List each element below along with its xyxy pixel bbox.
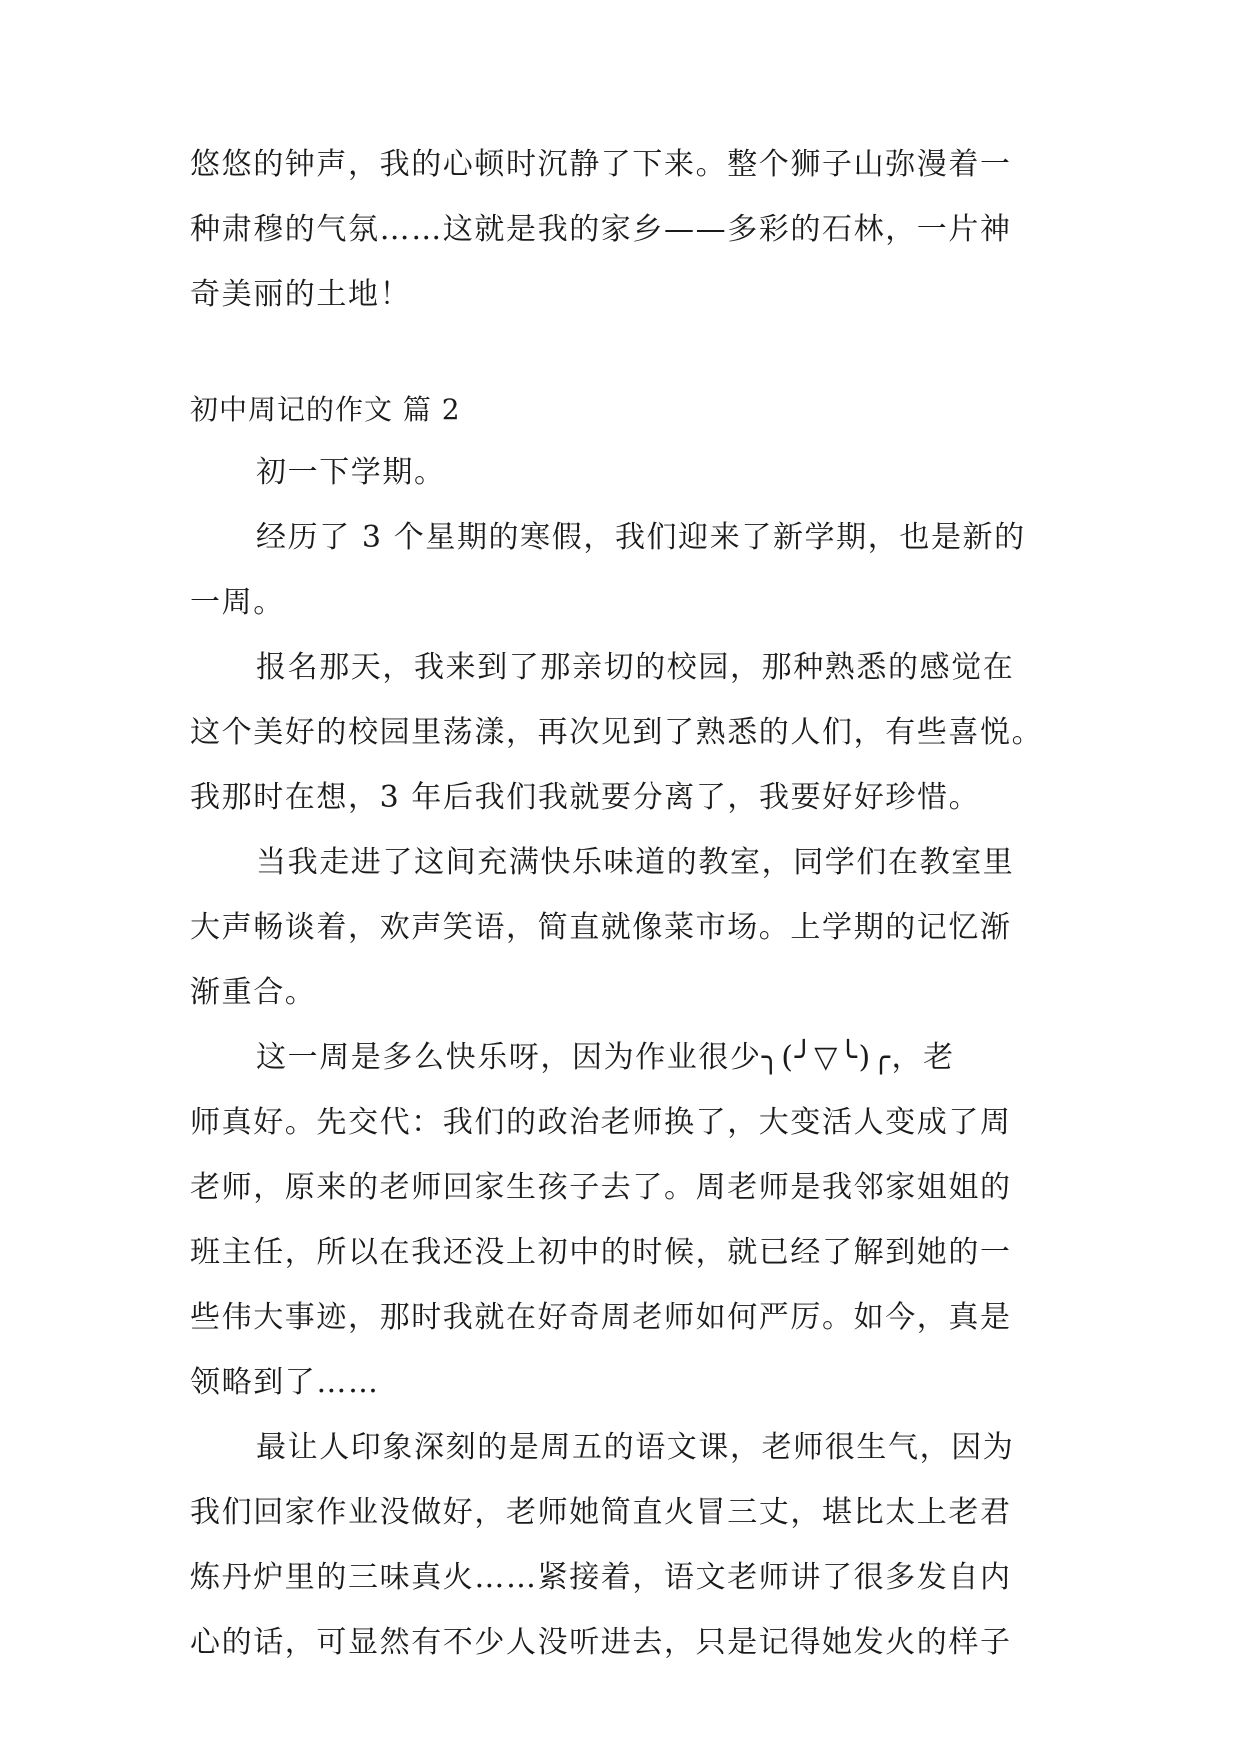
text-line: 种肃穆的气氛……这就是我的家乡——多彩的石林，一片神 xyxy=(190,212,1012,247)
text-line: 我们回家作业没做好，老师她简直火冒三丈，堪比太上老君 xyxy=(190,1495,1012,1530)
text-line: 大声畅谈着，欢声笑语，简直就像菜市场。上学期的记忆渐 xyxy=(190,910,1012,945)
text-line: 炼丹炉里的三味真火……紧接着，语文老师讲了很多发自内 xyxy=(190,1560,1012,1595)
text-line: 最让人印象深刻的是周五的语文课，老师很生气，因为 xyxy=(256,1430,1015,1465)
text-line: 渐重合。 xyxy=(190,975,317,1010)
text-line: 初一下学期。 xyxy=(256,455,446,490)
text-line: 心的话，可显然有不少人没听进去，只是记得她发火的样子 xyxy=(190,1625,1012,1660)
text-line: 这一周是多么快乐呀，因为作业很少╮(╯▽╰)╭，老 xyxy=(256,1040,955,1075)
text-line: 老师，原来的老师回家生孩子去了。周老师是我邻家姐姐的 xyxy=(190,1170,1012,1205)
text-line: 领略到了…… xyxy=(190,1365,380,1400)
text-line: 一周。 xyxy=(190,585,285,620)
text-line: 些伟大事迹，那时我就在好奇周老师如何严厉。如今，真是 xyxy=(190,1300,1012,1335)
text-line: 师真好。先交代：我们的政治老师换了，大变活人变成了周 xyxy=(190,1105,1012,1140)
text-line: 当我走进了这间充满快乐味道的教室，同学们在教室里 xyxy=(256,845,1015,880)
text-line: 悠悠的钟声，我的心顿时沉静了下来。整个狮子山弥漫着一 xyxy=(190,147,1012,182)
text-line: 这个美好的校园里荡漾，再次见到了熟悉的人们，有些喜悦。 xyxy=(190,715,1044,750)
text-line: 奇美丽的土地！ xyxy=(190,277,412,312)
text-line: 我那时在想，3 年后我们我就要分离了，我要好好珍惜。 xyxy=(190,780,981,815)
section-heading: 初中周记的作文 篇 2 xyxy=(190,393,461,426)
text-line: 班主任，所以在我还没上初中的时候，就已经了解到她的一 xyxy=(190,1235,1012,1270)
text-line: 报名那天，我来到了那亲切的校园，那种熟悉的感觉在 xyxy=(256,650,1015,685)
text-line: 经历了 3 个星期的寒假，我们迎来了新学期，也是新的 xyxy=(256,520,1026,555)
